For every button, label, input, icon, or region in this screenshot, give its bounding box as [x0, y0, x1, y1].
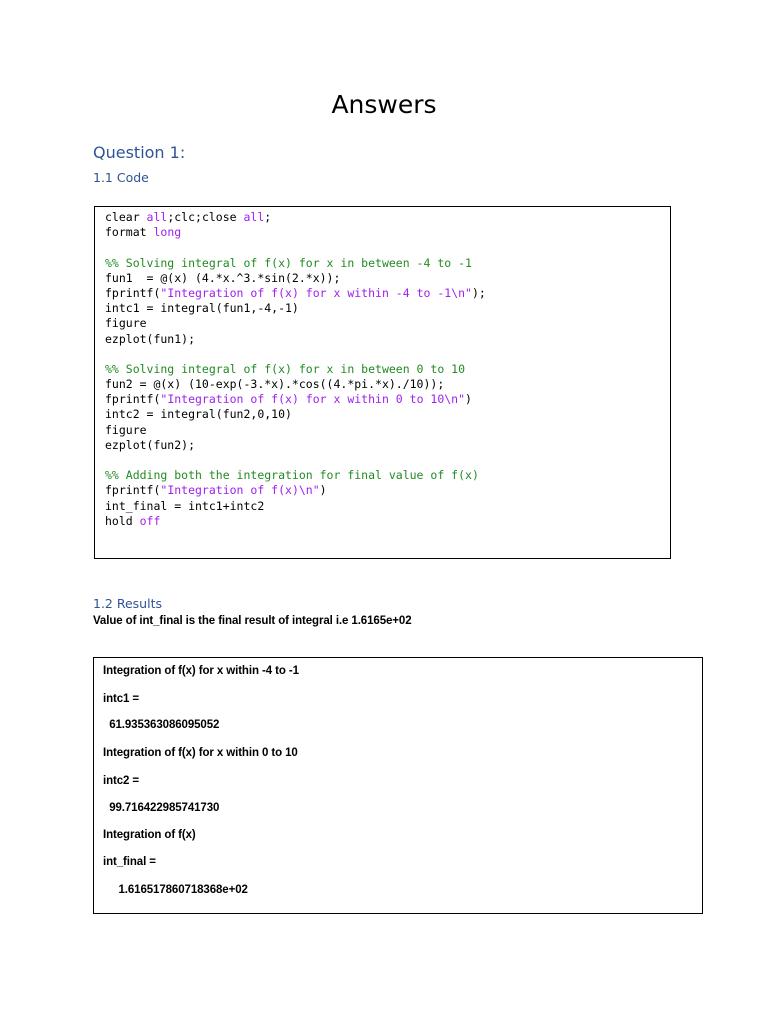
code-keyword: all — [146, 210, 168, 224]
code-text: ) — [319, 483, 327, 498]
code-keyword: all — [243, 210, 265, 224]
code-text: fun2 = @(x) (10-exp(-3.*x).*cos((4.*pi.*x)./10)); — [105, 377, 445, 392]
code-line — [105, 514, 486, 529]
output-line: Integration of f(x) for x within -4 to -1 — [103, 665, 299, 677]
code-text: ; — [264, 210, 272, 224]
output-block — [93, 657, 703, 914]
code-line — [105, 286, 486, 301]
output-line: Integration of f(x) for x within 0 to 10 — [103, 747, 298, 759]
code-line — [105, 453, 486, 468]
code-text: fun1 = @(x) (4.*x.^3.*sin(2.*x)); — [105, 270, 341, 285]
code-line — [105, 407, 486, 422]
code-text: ezplot(fun1); — [105, 331, 196, 346]
code-heading: 1.1 Code — [93, 170, 149, 185]
code-line — [105, 225, 486, 240]
code-string: "Integration of f(x) for x within 0 to 10\n" — [160, 392, 466, 407]
code-line — [105, 256, 486, 271]
code-listing — [105, 210, 486, 529]
code-text: ); — [471, 285, 486, 300]
output-line: int_final = — [103, 856, 156, 868]
code-text: intc1 = integral(fun1,-4,-1) — [105, 301, 299, 316]
output-line: 61.935363086095052 — [103, 719, 220, 731]
output-line: intc2 = — [103, 775, 140, 787]
code-text: hold — [105, 513, 140, 528]
code-text: fprintf( — [105, 392, 161, 407]
code-line — [105, 438, 486, 453]
code-line — [105, 240, 486, 255]
code-text: figure — [105, 316, 147, 331]
code-text: ;clc;close — [167, 210, 244, 224]
code-text: clear — [105, 210, 147, 224]
code-line — [105, 316, 486, 331]
code-line — [105, 210, 486, 225]
output-line: 99.716422985741730 — [103, 802, 220, 814]
results-heading: 1.2 Results — [93, 596, 162, 611]
code-text: ) — [465, 392, 472, 407]
code-text: figure — [105, 422, 147, 437]
code-line — [105, 301, 486, 316]
code-string: "Integration of f(x)\n" — [160, 483, 320, 498]
code-text: ezplot(fun2); — [105, 437, 196, 452]
code-line — [105, 483, 486, 498]
code-text: format — [105, 225, 154, 240]
output-line: intc1 = — [103, 693, 140, 705]
code-line — [105, 423, 486, 438]
code-keyword: long — [153, 225, 182, 240]
output-line: Integration of f(x) — [103, 829, 196, 841]
code-line — [105, 499, 486, 514]
code-string: "Integration of f(x) for x within -4 to -1\n" — [160, 285, 472, 300]
code-line — [105, 347, 486, 362]
code-line — [105, 377, 486, 392]
code-comment: %% Adding both the integration for final value of f(x) — [105, 468, 479, 483]
code-text: fprintf( — [105, 285, 161, 300]
code-line — [105, 271, 486, 286]
code-line — [105, 332, 486, 347]
code-line — [105, 362, 486, 377]
code-line — [105, 468, 486, 483]
page-title: Answers — [331, 90, 437, 119]
code-text: fprintf( — [105, 483, 161, 498]
code-line — [105, 392, 486, 407]
output-line: 1.616517860718368e+02 — [103, 884, 248, 896]
code-text: intc2 = integral(fun2,0,10) — [105, 407, 292, 422]
results-summary: Value of int_final is the final result of integral i.e 1.6165e+02 — [93, 615, 412, 627]
code-text: int_final = intc1+intc2 — [105, 498, 265, 513]
question-heading: Question 1: — [93, 143, 186, 162]
code-block — [94, 206, 671, 559]
code-keyword: off — [139, 513, 161, 528]
code-comment: %% Solving integral of f(x) for x in between -4 to -1 — [105, 255, 472, 270]
code-comment: %% Solving integral of f(x) for x in between 0 to 10 — [105, 361, 466, 376]
